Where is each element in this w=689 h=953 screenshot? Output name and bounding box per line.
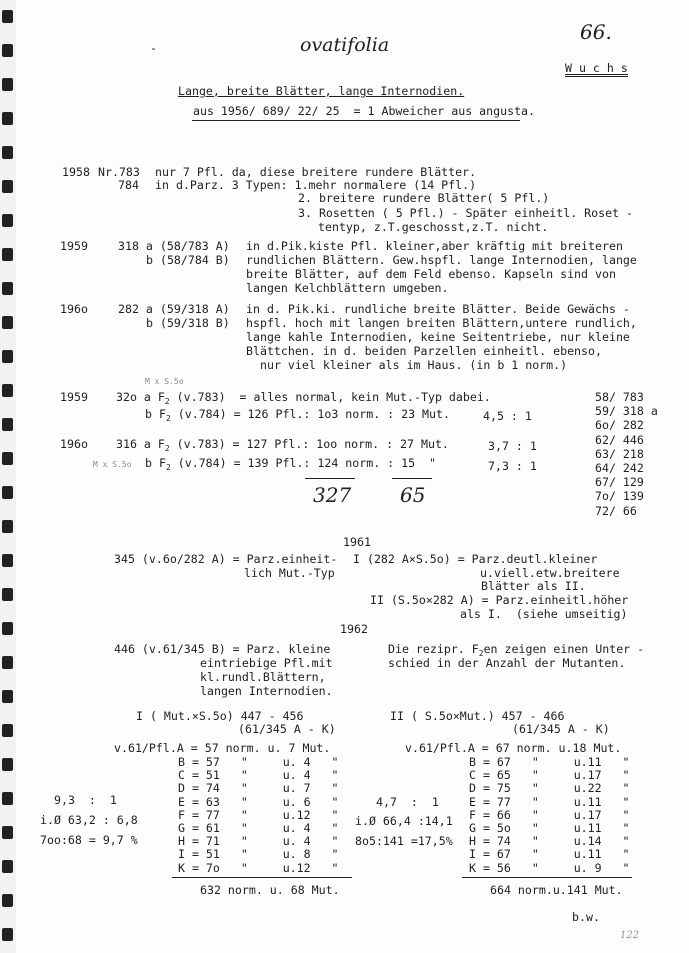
side-list-item: 7o/ 139 xyxy=(595,489,644,504)
margin-note-1: M x S.5o xyxy=(145,377,184,386)
cross2-header1: II ( S.5o×Mut.) 457 - 466 xyxy=(390,709,565,723)
f2-320b: b $F_2$ (v.784) = 126 Pfl.: 1o3 norm. : 23 Mut. xyxy=(145,407,450,423)
text-1961-r2: u.viell.etw.breitere xyxy=(480,566,620,580)
cross2-header2: (61/345 A - K) xyxy=(512,722,610,736)
table-row: B = 67 " u.11 " xyxy=(469,755,630,769)
cross2-mean: i.Ø 66,4 :14,1 xyxy=(355,814,453,828)
origin-underline xyxy=(192,120,520,121)
text-1962-l4: langen Internodien. xyxy=(200,684,333,698)
nr-783: Nr.783 xyxy=(98,165,140,179)
text-1962-l3: kl.rundl.Blättern, xyxy=(200,670,326,684)
text-1961-r4: II (S.5o×282 A) = Parz.einheitl.höher xyxy=(370,593,629,607)
text-1958-l4: 3. Rosetten ( 5 Pfl.) - Später einheitl. Roset - xyxy=(298,206,634,220)
cross1-head-row: v.61/Pfl.A = 57 norm. u. 7 Mut. xyxy=(114,741,331,755)
ratio-320b: 4,5 : 1 xyxy=(483,409,532,423)
table-row: B = 57 " u. 4 " xyxy=(178,755,339,769)
year-1961: 1961 xyxy=(343,535,371,549)
text-1958-l1: nur 7 Pfl. da, diese breitere rundere Blätter. xyxy=(155,165,477,179)
origin-line: aus 1956/ 689/ 22/ 25 = 1 Abweicher aus angusta. xyxy=(193,104,536,118)
cross1-percent: 7oo:68 = 9,7 % xyxy=(40,833,138,847)
table-row: H = 74 " u.14 " xyxy=(469,834,630,849)
table-row: G = 5o " u.11 " xyxy=(469,821,630,836)
table-row: F = 66 " u.17 " xyxy=(469,807,630,822)
table-row: K = 7o " u.12 " xyxy=(178,860,339,875)
cross1-header2: (61/345 A - K) xyxy=(238,722,336,736)
side-list xyxy=(595,390,658,518)
side-list-item: 6o/ 282 xyxy=(595,418,644,433)
side-list-item: 72/ 66 xyxy=(595,503,637,518)
year-1958: 1958 xyxy=(62,165,90,179)
table-row: I = 51 " u. 8 " xyxy=(178,847,339,862)
plot-318b: b (58/784 B) xyxy=(146,253,230,267)
species-title: ovatifolia xyxy=(300,34,390,56)
table-row: I = 67 " u.11 " xyxy=(469,847,630,862)
year-1960: 196o xyxy=(60,302,88,316)
plot-282a: 282 a (59/318 A) xyxy=(118,302,230,316)
f2-320a: 32o a $F_2$ (v.783) = alles normal, kein Mut.-Typ dabei. xyxy=(116,390,491,406)
cross2-rows xyxy=(469,756,630,875)
cross2-sum-line xyxy=(462,877,632,878)
text-1961-r3: Blätter als II. xyxy=(481,579,586,593)
text-1958-l2: in d.Parz. 3 Typen: 1.mehr normalere (14 Pfl.) xyxy=(155,178,477,192)
text-1960-l5: nur viel kleiner als im Haus. (in b 1 norm.) xyxy=(260,358,568,372)
dash-mark: - xyxy=(150,41,157,55)
text-1961-left1: 345 (v.6o/282 A) = Parz.einheit- xyxy=(114,552,338,566)
table-row: C = 51 " u. 4 " xyxy=(178,768,339,783)
year-1960-f2: 196o xyxy=(60,437,88,451)
page-number: 66. xyxy=(580,20,612,44)
side-list-item: 58/ 783 xyxy=(595,390,644,404)
text-1961-r5: als I. (siehe umseitig) xyxy=(460,607,628,621)
total-mut-line xyxy=(392,478,432,479)
text-1958-l5: tentyp, z.T.geschosst,z.T. nicht. xyxy=(318,220,549,234)
text-1960-l3: lange kahle Internodien, keine Seitentriebe, nur kleine xyxy=(246,330,630,344)
table-row: K = 56 " u. 9 " xyxy=(469,860,630,875)
footer-page-number: 122 xyxy=(620,930,640,941)
table-row: F = 77 " u.12 " xyxy=(178,807,339,822)
cross2-head-row: v.61/Pfl.A = 67 norm. u.18 Mut. xyxy=(405,741,622,755)
side-list-item: 64/ 242 xyxy=(595,461,644,476)
table-row: C = 65 " u.17 " xyxy=(469,768,630,783)
year-1959: 1959 xyxy=(60,239,88,253)
plot-282b: b (59/318 B) xyxy=(146,316,230,330)
spiral-binding xyxy=(0,0,16,953)
bitte-wenden: b.w. xyxy=(572,910,600,924)
side-list-item: 63/ 218 xyxy=(595,446,644,461)
cross2-total: 664 norm.u.141 Mut. xyxy=(490,883,623,897)
cross1-mean: i.Ø 63,2 : 6,8 xyxy=(40,813,138,827)
table-row: E = 77 " u.11 " xyxy=(469,794,630,809)
plot-318a: 318 a (58/783 A) xyxy=(118,239,230,253)
cross1-total: 632 norm. u. 68 Mut. xyxy=(200,883,340,897)
text-1962-r2: schied in der Anzahl der Mutanten. xyxy=(388,656,626,670)
table-row: H = 71 " u. 4 " xyxy=(178,834,339,849)
text-1959-l4: langen Kelchblättern umgeben. xyxy=(246,281,449,295)
cross1-ratio: 9,3 : 1 xyxy=(54,793,117,807)
margin-note-2: M x S.5o xyxy=(93,460,132,469)
text-1961-r1: I (282 A×S.5o) = Parz.deutl.kleiner xyxy=(353,552,598,566)
subtitle: Lange, breite Blätter, lange Internodien. xyxy=(178,84,465,98)
text-1959-l3: breite Blätter, auf dem Feld ebenso. Kapseln sind von xyxy=(246,267,616,281)
section-label: W u c h s xyxy=(565,61,628,75)
side-list-item: 62/ 446 xyxy=(595,432,644,447)
total-mut-handwritten: 65 xyxy=(400,483,426,507)
nr-784: 784 xyxy=(118,178,139,192)
text-1960-l2: hspfl. hoch mit langen breiten Blättern,untere rundlich, xyxy=(246,316,637,330)
text-1959-l1: in d.Pik.kiste Pfl. kleiner,aber kräftig mit breiteren xyxy=(246,239,623,253)
ratio-316b: 7,3 : 1 xyxy=(488,459,537,473)
year-1959-f2: 1959 xyxy=(60,390,88,404)
f2-316a: 316 a $F_2$ (v.783) = 127 Pfl.: 1oo norm. : 27 Mut. xyxy=(116,437,449,453)
text-1962-l2: eintriebige Pfl.mit xyxy=(200,656,333,670)
side-list-item: 67/ 129 xyxy=(595,475,644,490)
cross2-percent: 8o5:141 =17,5% xyxy=(355,834,453,848)
table-row: D = 74 " u. 7 " xyxy=(178,781,339,796)
total-norm-handwritten: 327 xyxy=(313,483,352,507)
table-row: D = 75 " u.22 " xyxy=(469,781,630,796)
f2-316b: b $F_2$ (v.784) = 139 Pfl.: 124 norm. : 15 " xyxy=(145,456,437,472)
text-1961-left2: lich Mut.-Typ xyxy=(244,566,335,580)
text-1962-r1: Die rezipr. $F_2en$ zeigen einen Unter - xyxy=(388,642,645,658)
text-1960-l4: Blättchen. in d. beiden Parzellen einheitl. ebenso, xyxy=(246,344,602,358)
total-norm-line xyxy=(305,478,355,479)
cross2-ratio: 4,7 : 1 xyxy=(376,795,439,809)
ratio-316a: 3,7 : 1 xyxy=(488,439,537,453)
text-1960-l1: in d. Pik.ki. rundliche breite Blätter. Beide Gewächs - xyxy=(246,302,630,316)
text-1959-l2: rundlichen Blättern. Gew.hspfl. lange Internodien, lange xyxy=(246,253,637,267)
cross1-rows xyxy=(178,756,339,875)
cross1-header1: I ( Mut.×S.5o) 447 - 456 xyxy=(136,709,304,723)
year-1962: 1962 xyxy=(340,622,368,636)
cross1-sum-line xyxy=(172,877,352,878)
text-1962-l1: 446 (v.61/345 B) = Parz. kleine xyxy=(114,642,331,656)
side-list-item: 59/ 318 a xyxy=(595,404,658,419)
text-1958-l3: 2. breitere rundere Blätter( 5 Pfl.) xyxy=(298,191,550,205)
table-row: E = 63 " u. 6 " xyxy=(178,794,339,809)
table-row: G = 61 " u. 4 " xyxy=(178,821,339,836)
